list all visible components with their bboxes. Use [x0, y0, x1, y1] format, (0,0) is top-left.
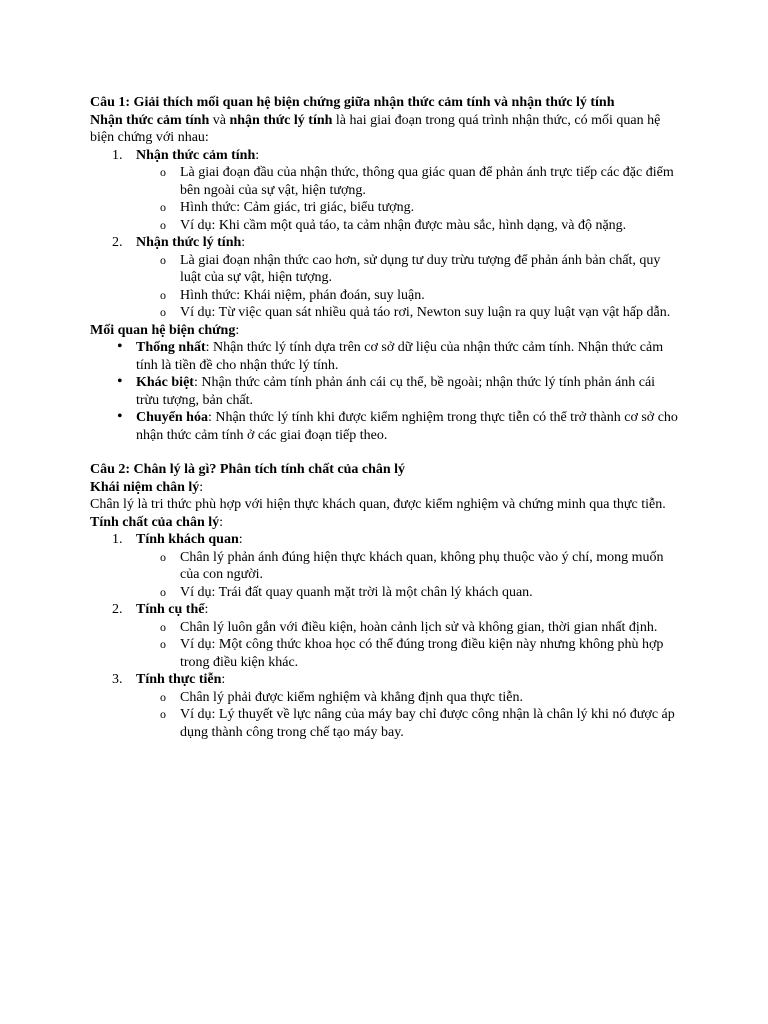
- properties-heading: [90, 514, 680, 532]
- list-number: 2.: [112, 602, 123, 617]
- sub-list-item: [90, 636, 680, 671]
- sub-list: [90, 689, 680, 742]
- list-item: [90, 234, 680, 252]
- sub-list-text: Ví dụ: Trái đất quay quanh mặt trời là một chân lý khách quan.: [180, 584, 533, 600]
- bullet-text: : Nhận thức cảm tính phản ánh cái cụ thể, bề ngoài; nhận thức lý tính phản ánh cái trừu tượng, bản chất.: [136, 375, 656, 408]
- list-item: [90, 147, 680, 165]
- list-number: 2.: [112, 235, 123, 250]
- sub-list-text: Chân lý phải được kiểm nghiệm và khẳng định qua thực tiễn.: [180, 689, 523, 705]
- sub-list-item: [90, 199, 680, 217]
- relation-colon: :: [235, 322, 240, 338]
- sub-list-text: Là giai đoạn nhận thức cao hơn, sử dụng tư duy trừu tượng để phản ánh bản chất, quy luật của sự vật, hiện tượng.: [180, 252, 661, 285]
- bullet-dot-icon: •: [117, 408, 123, 425]
- concept-heading: [90, 479, 680, 497]
- concept-label: Khái niệm chân lý: [90, 479, 200, 495]
- bullet-text: : Nhận thức lý tính khi được kiểm nghiệm trong thực tiễn có thể trở thành cơ sở cho nhận thức cảm tính ở các giai đoạn tiếp theo.: [136, 410, 678, 443]
- bullet-item: [90, 374, 680, 409]
- sub-list-text: Hình thức: Cảm giác, tri giác, biểu tượng.: [180, 200, 415, 215]
- bullet-dot-icon: •: [117, 338, 123, 355]
- circle-bullet-icon: o: [160, 217, 166, 232]
- question-1-title: Câu 1: Giải thích mối quan hệ biện chứng giữa nhận thức cảm tính và nhận thức lý tính: [90, 95, 615, 110]
- list-item-label: Tính cụ thể: [136, 602, 205, 617]
- bullet-label: Chuyển hóa: [136, 410, 208, 425]
- sub-list-text: Chân lý luôn gắn với điều kiện, hoàn cảnh lịch sử và không gian, thời gian nhất định.: [180, 619, 658, 635]
- concept-text: Chân lý là tri thức phù hợp với hiện thực khách quan, được kiểm nghiệm và chứng minh qua thực tiễn.: [90, 497, 666, 512]
- sub-list-item: [90, 304, 680, 322]
- sub-list-item: [90, 217, 680, 235]
- list-item: [90, 671, 680, 689]
- circle-bullet-icon: o: [160, 305, 166, 319]
- sub-list-item: [90, 619, 680, 637]
- sub-list-item: [90, 164, 680, 199]
- intro-connector: và: [209, 112, 230, 128]
- list-item-colon: :: [255, 147, 260, 163]
- sub-list-item: [90, 252, 680, 287]
- bullet-item: [90, 339, 680, 374]
- bullet-item: [90, 409, 680, 444]
- circle-bullet-icon: o: [160, 252, 166, 267]
- question-2-title: Câu 2: Chân lý là gì? Phân tích tính chất của chân lý: [90, 462, 406, 477]
- document-body: [90, 94, 680, 741]
- sub-list: [90, 549, 680, 602]
- list-number: 1.: [112, 532, 123, 547]
- sub-list-text: Chân lý phản ánh đúng hiện thực khách quan, không phụ thuộc vào ý chí, mong muốn của con người.: [180, 549, 664, 582]
- sub-list-item: [90, 584, 680, 602]
- list-item-label: Nhận thức cảm tính: [136, 147, 256, 163]
- sub-list-text: Ví dụ: Khi cầm một quả táo, ta cảm nhận được màu sắc, hình dạng, và độ nặng.: [180, 217, 627, 233]
- sub-list: [90, 164, 680, 234]
- circle-bullet-icon: o: [160, 200, 166, 214]
- properties-label: Tính chất của chân lý: [90, 514, 220, 530]
- relation-label: Mối quan hệ biện chứng: [90, 322, 236, 338]
- sub-list-text: Ví dụ: Lý thuyết về lực nâng của máy bay chỉ được công nhận là chân lý khi nó được áp dụng thành công trong chế tạo máy bay.: [180, 707, 675, 740]
- bullet-label: Khác biệt: [136, 375, 194, 390]
- list-number: 1.: [112, 147, 123, 163]
- list-item-colon: :: [241, 235, 246, 250]
- bullet-dot-icon: •: [117, 373, 123, 390]
- sub-list-text: Ví dụ: Từ việc quan sát nhiều quả táo rơi, Newton suy luận ra quy luật vạn vật hấp dẫn.: [180, 305, 671, 320]
- sub-list-item: [90, 549, 680, 584]
- sub-list-text: Ví dụ: Một công thức khoa học có thể đúng trong điều kiện này nhưng không phù hợp trong điều kiện khác.: [180, 637, 664, 670]
- bullet-text: : Nhận thức lý tính dựa trên cơ sở dữ liệu của nhận thức cảm tính. Nhận thức cảm tính là tiền đề cho nhận thức lý tính.: [136, 340, 664, 373]
- list-item-label: Tính khách quan: [136, 532, 239, 547]
- list-item-label: Nhận thức lý tính: [136, 235, 242, 250]
- sub-list-text: Hình thức: Khái niệm, phán đoán, suy luận.: [180, 287, 425, 303]
- circle-bullet-icon: o: [160, 689, 166, 704]
- list-item-colon: :: [204, 602, 209, 617]
- circle-bullet-icon: o: [160, 619, 166, 634]
- relation-list: [90, 339, 680, 444]
- list-number: 3.: [112, 672, 123, 687]
- paragraph-gap: [90, 444, 680, 461]
- sub-list-item: [90, 706, 680, 741]
- circle-bullet-icon: o: [160, 287, 166, 302]
- intro-term-1: Nhận thức cảm tính: [90, 112, 210, 128]
- intro-term-2: nhận thức lý tính: [229, 112, 333, 128]
- intro-rest: là hai giai đoạn trong quá trình nhận thức, có mối quan hệ biện chứng với nhau:: [90, 112, 661, 145]
- question-1-intro: [90, 112, 680, 147]
- list-item: [90, 531, 680, 549]
- list-item-colon: :: [238, 532, 243, 547]
- properties-colon: :: [219, 514, 224, 530]
- circle-bullet-icon: o: [160, 165, 166, 179]
- circle-bullet-icon: o: [160, 707, 166, 721]
- circle-bullet-icon: o: [160, 584, 166, 599]
- list-item: [90, 601, 680, 619]
- circle-bullet-icon: o: [160, 549, 166, 564]
- sub-list-item: [90, 287, 680, 305]
- list-item-colon: :: [221, 672, 226, 687]
- sub-list-text: Là giai đoạn đầu của nhận thức, thông qua giác quan để phản ánh trực tiếp các đặc điểm bên ngoài của sự vật, hiện tượng.: [180, 165, 674, 198]
- bullet-label: Thống nhất: [136, 340, 206, 355]
- sub-list-item: [90, 689, 680, 707]
- concept-colon: :: [199, 479, 204, 495]
- question-2-list: [90, 531, 680, 741]
- sub-list: [90, 252, 680, 322]
- list-item-label: Tính thực tiễn: [136, 672, 222, 687]
- sub-list: [90, 619, 680, 672]
- question-1-list: [90, 147, 680, 322]
- relation-heading: [90, 322, 680, 340]
- circle-bullet-icon: o: [160, 637, 166, 651]
